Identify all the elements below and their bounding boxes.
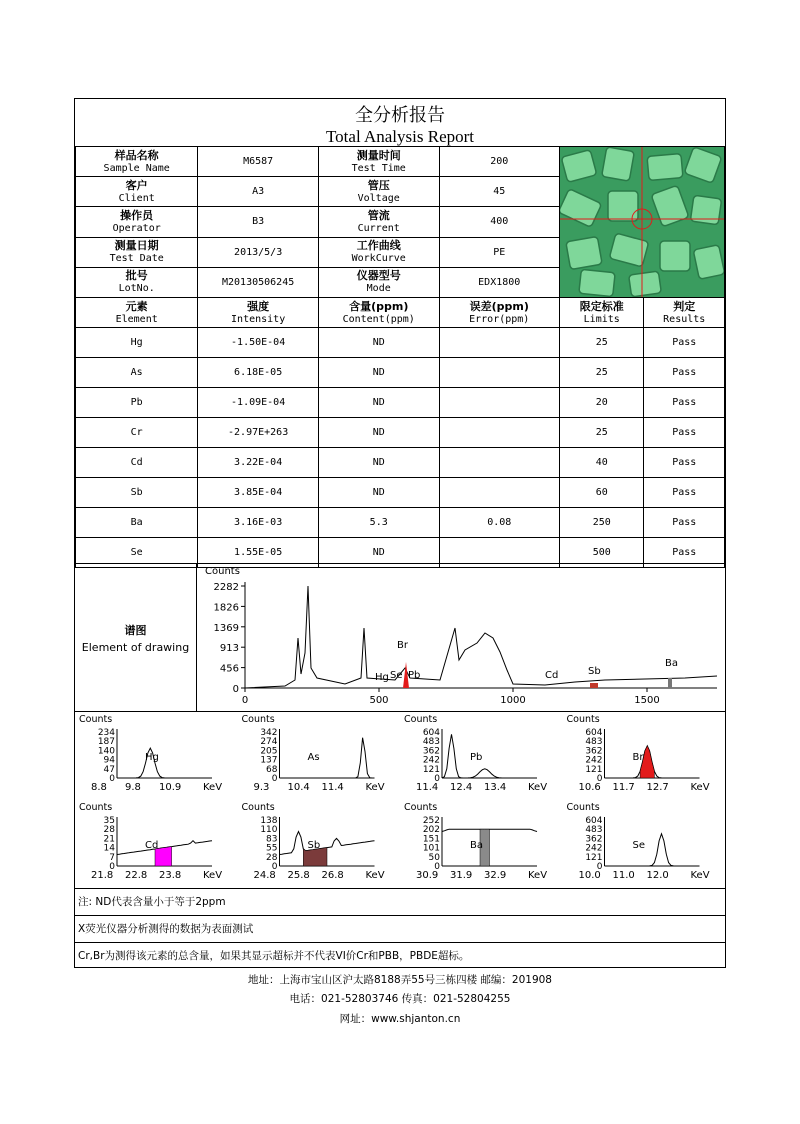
limit-cell: 20 <box>559 388 644 418</box>
y-tick-label: 28 <box>266 852 278 863</box>
counts-label: Counts <box>79 802 113 813</box>
result-cell: Pass <box>644 478 725 508</box>
report-title-en: Total Analysis Report <box>325 127 475 146</box>
result-row <box>76 448 725 478</box>
element-cell: Ba <box>76 508 198 538</box>
y-tick-label: 0 <box>109 862 115 872</box>
y-tick-label: 21 <box>103 834 115 845</box>
result-cell: Pass <box>644 418 725 448</box>
unit-label: KeV <box>528 870 548 881</box>
y-tick-label: 83 <box>266 834 278 845</box>
note-surface: X荧光仪器分析测得的数据为表面测试 <box>75 915 725 942</box>
y-tick-label: 2282 <box>213 582 239 593</box>
work-curve-value: PE <box>439 237 559 267</box>
peak-label: Se <box>390 670 403 681</box>
x-tick-label: 11.4 <box>321 782 344 793</box>
y-tick-label: 0 <box>271 862 278 872</box>
x-tick-label: 12.0 <box>646 870 669 881</box>
intensity-cell: 6.18E-05 <box>198 358 319 388</box>
y-tick-label: 121 <box>585 764 603 775</box>
error-cell <box>439 358 559 388</box>
y-tick-label: 242 <box>585 755 603 766</box>
result-cell: Pass <box>644 538 725 568</box>
x-tick-label: 24.8 <box>253 870 276 881</box>
x-tick-label: 9.8 <box>125 782 141 793</box>
y-tick-label: 0 <box>109 774 115 784</box>
intensity-cell: 3.85E-04 <box>198 478 319 508</box>
test-time-value: 200 <box>439 147 559 177</box>
y-axis-label: Counts <box>205 566 240 577</box>
counts-label: Counts <box>241 714 275 725</box>
element-spectrum-hg <box>79 714 222 793</box>
error-cell <box>439 388 559 418</box>
main-spectrum-cell <box>197 563 725 711</box>
x-tick-label: 8.8 <box>91 782 107 793</box>
spectrum-line <box>245 586 717 688</box>
y-tick-label: 1369 <box>213 622 239 634</box>
x-tick-label: 30.9 <box>416 870 439 881</box>
limit-cell: 25 <box>559 418 644 448</box>
peak-label: Sb <box>588 666 601 677</box>
note-nd: 注: ND代表含量小于等于2ppm <box>75 888 725 915</box>
x-tick-label: 1500 <box>634 695 660 706</box>
y-tick-label: 274 <box>260 737 278 748</box>
y-tick-label: 483 <box>585 737 603 748</box>
content-cell: ND <box>318 448 439 478</box>
peak-label: Ba <box>470 840 483 851</box>
peak-label: As <box>307 752 320 763</box>
lot-no-value: M20130506245 <box>198 267 319 297</box>
limit-cell: 25 <box>559 358 644 388</box>
limit-cell: 500 <box>559 538 644 568</box>
y-tick-label: 7 <box>109 852 115 863</box>
unit-label: KeV <box>203 782 223 793</box>
intensity-cell: 3.16E-03 <box>198 508 319 538</box>
counts-label: Counts <box>566 714 600 725</box>
element-spectrum-ba <box>404 802 547 881</box>
sb-region-fill <box>590 683 598 688</box>
y-tick-label: 604 <box>585 816 603 826</box>
footer-address: 地址：上海市宝山区沪太路8188弄55号三栋四楼 邮编：201908 <box>247 974 552 986</box>
x-tick-label: 10.4 <box>287 782 310 793</box>
sample-name-label: 样品名称 Sample Name <box>76 147 198 177</box>
main-spectrum-chart <box>197 564 725 712</box>
peak-label: Hg <box>145 752 159 763</box>
drawing-label-cell <box>75 563 197 711</box>
col-element-header: 元素 Element <box>76 298 198 328</box>
result-cell: Pass <box>644 448 725 478</box>
peak-label: Cd <box>545 670 559 681</box>
counts-label: Counts <box>241 802 275 813</box>
spectrum-line <box>117 748 212 778</box>
x-tick-label: 22.8 <box>125 870 148 881</box>
y-tick-label: 140 <box>97 746 115 757</box>
lot-no-label: 批号 LotNo. <box>76 267 198 297</box>
y-tick-label: 483 <box>422 737 440 748</box>
result-cell: Pass <box>644 328 725 358</box>
x-tick-label: 13.4 <box>484 782 507 793</box>
limit-cell: 60 <box>559 478 644 508</box>
counts-label: Counts <box>404 714 438 725</box>
x-tick-label: 11.0 <box>612 870 635 881</box>
peak-label: Br <box>632 752 644 763</box>
x-tick-label: 31.9 <box>450 870 473 881</box>
unit-label: KeV <box>528 782 548 793</box>
y-tick-label: 0 <box>434 862 440 872</box>
y-tick-label: 110 <box>260 825 278 836</box>
client-label: 客户 Client <box>76 177 198 207</box>
y-tick-label: 456 <box>219 663 239 675</box>
y-tick-label: 483 <box>585 825 603 836</box>
content-cell: ND <box>318 328 439 358</box>
y-tick-label: 55 <box>266 843 278 854</box>
note-cr-br: Cr,Br为测得该元素的总含量，如果其显示超标并不代表VI价Cr和PBB，PBDE超标。 <box>75 942 725 969</box>
y-tick-label: 137 <box>260 755 278 766</box>
footer-web: 网址：www.shjanton.cn <box>339 1013 461 1025</box>
y-tick-label: 362 <box>422 746 440 757</box>
voltage-value: 45 <box>439 177 559 207</box>
result-row <box>76 418 725 448</box>
y-tick-label: 47 <box>103 764 115 775</box>
peak-label: Br <box>397 640 408 651</box>
x-tick-label: 500 <box>369 695 389 706</box>
result-cell: Pass <box>644 508 725 538</box>
peak-label: Pb <box>408 670 421 681</box>
counts-label: Counts <box>566 802 600 813</box>
spectrum-line <box>442 734 537 778</box>
element-spectrum-cd <box>79 802 222 881</box>
element-spectrum-sb <box>242 802 385 881</box>
mode-label: 仪器型号 Mode <box>318 267 439 297</box>
result-cell: Pass <box>644 358 725 388</box>
test-date-value: 2013/5/3 <box>198 237 319 267</box>
y-tick-label: 342 <box>260 728 278 738</box>
unit-label: KeV <box>365 782 385 793</box>
content-cell: 5.3 <box>318 508 439 538</box>
element-cell: Sb <box>76 478 198 508</box>
y-tick-label: 28 <box>103 825 115 836</box>
y-tick-label: 94 <box>103 755 115 766</box>
y-tick-label: 0 <box>232 684 239 695</box>
result-row <box>76 328 725 358</box>
footer-phone: 电话：021-52803746 传真：021-52804255 <box>289 993 511 1005</box>
ba-region-fill <box>668 678 672 688</box>
y-tick-label: 202 <box>422 825 440 836</box>
y-tick-label: 242 <box>422 755 440 766</box>
result-row <box>76 388 725 418</box>
result-cell: Pass <box>644 388 725 418</box>
sample-photo <box>559 147 724 298</box>
element-cell: Cr <box>76 418 198 448</box>
y-tick-label: 205 <box>260 746 278 757</box>
limit-cell: 250 <box>559 508 644 538</box>
x-tick-label: 11.7 <box>612 782 635 793</box>
peak-label: Pb <box>470 752 483 763</box>
intensity-cell: -2.97E+263 <box>198 418 319 448</box>
error-cell <box>439 478 559 508</box>
report-table <box>75 146 725 568</box>
x-tick-label: 0 <box>241 695 249 706</box>
x-tick-label: 1000 <box>500 695 526 706</box>
y-tick-label: 252 <box>422 816 440 826</box>
element-spectrum-se <box>567 802 710 881</box>
element-cell: As <box>76 358 198 388</box>
report-title-cn: 全分析报告 <box>355 105 445 126</box>
element-spectrum-as <box>242 714 385 793</box>
result-row <box>76 478 725 508</box>
intensity-cell: 3.22E-04 <box>198 448 319 478</box>
y-tick-label: 68 <box>266 764 278 775</box>
element-cell: Pb <box>76 388 198 418</box>
y-tick-label: 604 <box>422 728 440 738</box>
current-label: 管流 Current <box>318 207 439 237</box>
element-cell: Cd <box>76 448 198 478</box>
x-tick-label: 12.4 <box>450 782 473 793</box>
element-spectrum-pb <box>404 714 547 793</box>
drawing-label-cn: 谱图 <box>124 624 147 637</box>
error-cell <box>439 418 559 448</box>
drawing-label-en: Element of drawing <box>81 641 190 654</box>
content-cell: ND <box>318 478 439 508</box>
col-content-header: 含量(ppm) Content(ppm) <box>318 298 439 328</box>
content-cell: ND <box>318 388 439 418</box>
y-tick-label: 362 <box>585 834 603 845</box>
unit-label: KeV <box>690 870 710 881</box>
peak-label: Ba <box>665 658 678 669</box>
counts-label: Counts <box>404 802 438 813</box>
x-tick-label: 12.7 <box>646 782 669 793</box>
peak-label: Se <box>632 840 645 851</box>
peak-label: Sb <box>307 840 321 851</box>
col-limits-header: 限定标准 Limits <box>559 298 644 328</box>
mode-value: EDX1800 <box>439 267 559 297</box>
y-tick-label: 50 <box>428 852 440 863</box>
spectrum-line <box>605 834 700 866</box>
x-tick-label: 9.3 <box>253 782 270 793</box>
col-intensity-header: 强度 Intensity <box>198 298 319 328</box>
unit-label: KeV <box>203 870 223 881</box>
work-curve-label: 工作曲线 WorkCurve <box>318 237 439 267</box>
element-cell: Se <box>76 538 198 568</box>
current-value: 400 <box>439 207 559 237</box>
result-row <box>76 358 725 388</box>
result-row <box>76 508 725 538</box>
content-cell: ND <box>318 538 439 568</box>
y-tick-label: 242 <box>585 843 603 854</box>
x-tick-label: 21.8 <box>91 870 114 881</box>
intensity-cell: 1.55E-05 <box>198 538 319 568</box>
element-spectra-charts <box>75 712 725 889</box>
element-cell: Hg <box>76 328 198 358</box>
x-tick-label: 23.8 <box>159 870 182 881</box>
sample-name-value: M6587 <box>198 147 319 177</box>
y-tick-label: 121 <box>422 764 440 775</box>
error-cell <box>439 448 559 478</box>
limit-cell: 25 <box>559 328 644 358</box>
x-tick-label: 10.6 <box>578 782 601 793</box>
unit-label: KeV <box>365 870 385 881</box>
spectrum-line <box>280 738 375 778</box>
x-tick-label: 11.4 <box>416 782 439 793</box>
y-tick-label: 14 <box>103 843 115 854</box>
unit-label: KeV <box>690 782 710 793</box>
sample-pellets-image <box>560 147 724 297</box>
y-tick-label: 151 <box>422 834 440 845</box>
analysis-report <box>74 98 726 968</box>
x-tick-label: 10.9 <box>159 782 182 793</box>
error-cell: 0.08 <box>439 508 559 538</box>
spectrum-section <box>75 563 725 888</box>
y-tick-label: 0 <box>596 774 603 784</box>
content-cell: ND <box>318 358 439 388</box>
voltage-label: 管压 Voltage <box>318 177 439 207</box>
peak-label: Cd <box>145 840 159 851</box>
y-tick-label: 101 <box>422 843 440 854</box>
col-results-header: 判定 Results <box>644 298 725 328</box>
y-tick-label: 0 <box>596 862 603 872</box>
intensity-cell: -1.09E-04 <box>198 388 319 418</box>
intensity-cell: -1.50E-04 <box>198 328 319 358</box>
error-cell <box>439 328 559 358</box>
y-tick-label: 0 <box>271 774 278 784</box>
y-tick-label: 913 <box>219 643 239 655</box>
y-tick-label: 1826 <box>213 602 239 614</box>
test-time-label: 测量时间 Test Time <box>318 147 439 177</box>
y-tick-label: 234 <box>97 728 115 738</box>
x-tick-label: 25.8 <box>287 870 310 881</box>
peak-label: Hg <box>375 672 389 683</box>
y-tick-label: 0 <box>434 774 440 784</box>
operator-value: B3 <box>198 207 319 237</box>
y-tick-label: 187 <box>97 737 115 748</box>
y-tick-label: 121 <box>585 852 603 863</box>
y-tick-label: 138 <box>260 816 278 826</box>
counts-label: Counts <box>79 714 113 725</box>
client-value: A3 <box>198 177 319 207</box>
y-tick-label: 604 <box>585 728 603 738</box>
x-tick-label: 26.8 <box>321 870 344 881</box>
y-tick-label: 35 <box>103 816 115 826</box>
content-cell: ND <box>318 418 439 448</box>
operator-label: 操作员 Operator <box>76 207 198 237</box>
x-tick-label: 10.0 <box>578 870 601 881</box>
col-error-header: 误差(ppm) Error(ppm) <box>439 298 559 328</box>
x-tick-label: 32.9 <box>484 870 507 881</box>
element-spectrum-br <box>567 714 710 793</box>
test-date-label: 测量日期 Test Date <box>76 237 198 267</box>
limit-cell: 40 <box>559 448 644 478</box>
y-tick-label: 362 <box>585 746 603 757</box>
element-spectra-grid <box>75 711 725 888</box>
